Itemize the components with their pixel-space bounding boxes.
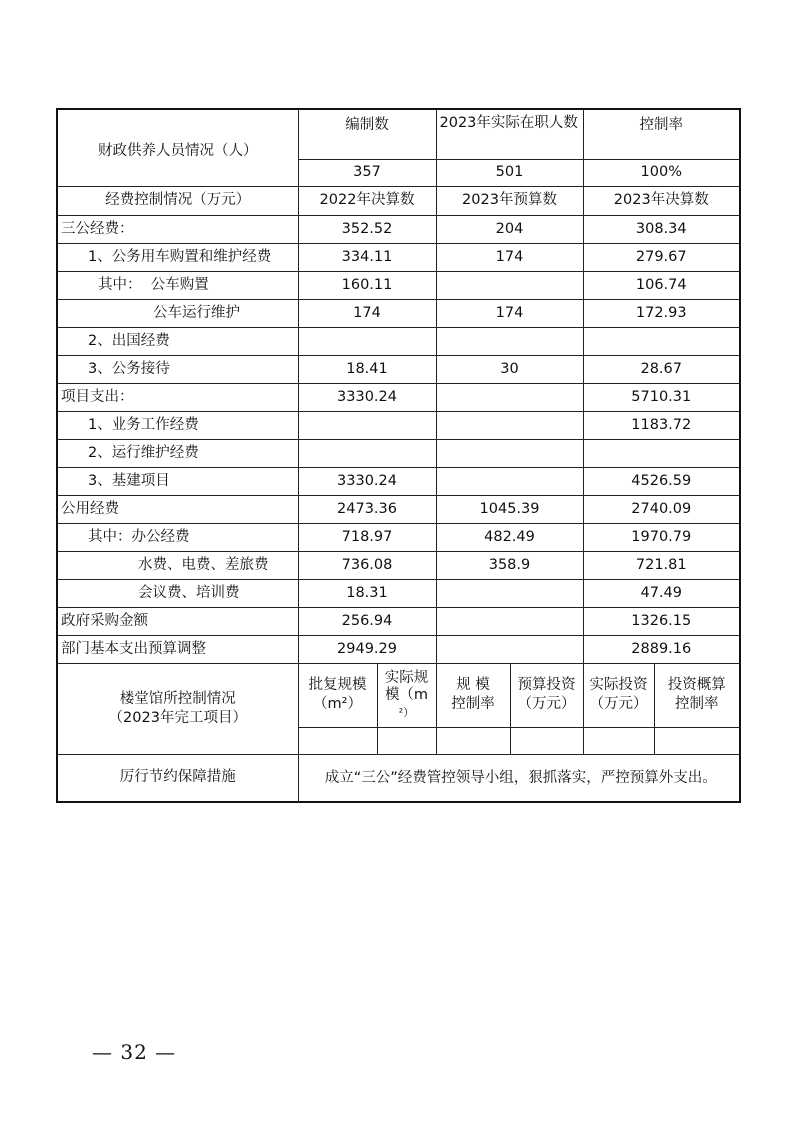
header-line: 控制率 — [675, 696, 719, 712]
table-row — [57, 215, 740, 243]
building-header-approved-size — [298, 663, 377, 727]
row-label: 3、公务接待 — [57, 355, 298, 383]
budget-control-table — [56, 108, 741, 803]
row-label: 其中：办公经费 — [57, 523, 298, 551]
row-label: 水费、电费、差旅费 — [57, 551, 298, 579]
expense-header-2023-final: 2023年决算数 — [583, 186, 740, 215]
row-value-2023-budget: 358.9 — [436, 551, 583, 579]
table-row — [57, 271, 740, 299]
table-row — [57, 243, 740, 271]
staff-value-quota: 357 — [298, 159, 436, 186]
row-value-2023-final: 721.81 — [583, 551, 740, 579]
table-row — [57, 355, 740, 383]
row-value-2023-budget: 30 — [436, 355, 583, 383]
row-label: 1、业务工作经费 — [57, 411, 298, 439]
table-row — [57, 551, 740, 579]
row-value-2023-final: 5710.31 — [583, 383, 740, 411]
row-value-2023-final: 2740.09 — [583, 495, 740, 523]
staff-label: 财政供养人员情况（人） — [57, 109, 298, 186]
measures-label: 厉行节约保障措施 — [57, 754, 298, 802]
header-line: 预算投资 — [517, 677, 576, 693]
row-value-2022: 18.31 — [298, 579, 436, 607]
row-value-2023-budget — [436, 327, 583, 355]
row-value-2023-budget — [436, 579, 583, 607]
row-label: 1、公务用车购置和维护经费 — [57, 243, 298, 271]
row-value-2023-final — [583, 327, 740, 355]
row-value-2023-budget: 174 — [436, 243, 583, 271]
building-header-budget-investment — [510, 663, 583, 727]
header-line: 规 模 — [456, 677, 490, 693]
building-label — [57, 663, 298, 754]
row-value-2023-budget — [436, 271, 583, 299]
building-value-cell — [583, 727, 654, 754]
header-line: （万元） — [517, 696, 576, 712]
row-value-2022: 352.52 — [298, 215, 436, 243]
staff-header-actual: 2023年实际在职人数 — [436, 109, 583, 159]
header-line: 实际规 — [384, 669, 429, 686]
row-value-2023-budget — [436, 467, 583, 495]
building-label-line2: （2023年完工项目） — [108, 709, 247, 726]
row-value-2023-final: 28.67 — [583, 355, 740, 383]
row-value-2023-budget — [436, 411, 583, 439]
row-value-2022: 2473.36 — [298, 495, 436, 523]
row-label: 政府采购金额 — [57, 607, 298, 635]
row-label: 公车运行维护 — [57, 299, 298, 327]
row-label: 三公经费： — [57, 215, 298, 243]
building-header-actual-investment — [583, 663, 654, 727]
row-value-2022 — [298, 327, 436, 355]
page-number: — 32 — — [92, 1040, 177, 1064]
header-line: 批复规模 — [308, 677, 367, 693]
measures-text: 成立“三公”经费管控领导小组，狠抓落实，严控预算外支出。 — [298, 754, 740, 802]
building-value-cell — [298, 727, 377, 754]
row-value-2023-budget — [436, 383, 583, 411]
building-label-line1: 楼堂馆所控制情况 — [119, 690, 236, 707]
table-row — [57, 411, 740, 439]
table-row — [57, 495, 740, 523]
table-row — [57, 607, 740, 635]
row-value-2022: 174 — [298, 299, 436, 327]
header-line: （m²） — [313, 696, 362, 712]
table-row — [57, 579, 740, 607]
header-line: 实际投资 — [589, 677, 648, 693]
row-label: 2、运行维护经费 — [57, 439, 298, 467]
header-line: ²） — [398, 705, 415, 719]
row-value-2022: 3330.24 — [298, 383, 436, 411]
staff-header-rate: 控制率 — [583, 109, 740, 159]
row-label: 其中： 公车购置 — [57, 271, 298, 299]
header-line: 模（m — [384, 686, 429, 703]
table-row — [57, 439, 740, 467]
row-value-2022: 718.97 — [298, 523, 436, 551]
row-value-2022: 334.11 — [298, 243, 436, 271]
row-value-2023-budget: 482.49 — [436, 523, 583, 551]
row-value-2023-budget — [436, 439, 583, 467]
row-value-2023-budget: 1045.39 — [436, 495, 583, 523]
table-row — [57, 383, 740, 411]
header-line: 控制率 — [451, 696, 495, 712]
row-value-2023-budget: 174 — [436, 299, 583, 327]
building-header-size-rate — [436, 663, 510, 727]
row-value-2023-final: 2889.16 — [583, 635, 740, 663]
staff-value-actual: 501 — [436, 159, 583, 186]
row-value-2023-final: 4526.59 — [583, 467, 740, 495]
row-value-2023-final — [583, 439, 740, 467]
row-value-2022 — [298, 411, 436, 439]
row-label: 会议费、培训费 — [57, 579, 298, 607]
row-label: 项目支出： — [57, 383, 298, 411]
building-value-cell — [510, 727, 583, 754]
row-label: 2、出国经费 — [57, 327, 298, 355]
staff-header-quota: 编制数 — [298, 109, 436, 159]
building-value-cell — [377, 727, 436, 754]
row-value-2023-budget: 204 — [436, 215, 583, 243]
table-row — [57, 523, 740, 551]
building-header-investment-rate — [654, 663, 740, 727]
row-value-2023-final: 279.67 — [583, 243, 740, 271]
building-value-cell — [436, 727, 510, 754]
row-label: 部门基本支出预算调整 — [57, 635, 298, 663]
row-label: 公用经费 — [57, 495, 298, 523]
table-row — [57, 635, 740, 663]
row-value-2022: 2949.29 — [298, 635, 436, 663]
table-row — [57, 467, 740, 495]
staff-value-rate: 100% — [583, 159, 740, 186]
row-value-2022: 736.08 — [298, 551, 436, 579]
row-value-2023-final: 308.34 — [583, 215, 740, 243]
row-value-2023-final: 47.49 — [583, 579, 740, 607]
expense-header-2022-final: 2022年决算数 — [298, 186, 436, 215]
row-value-2022 — [298, 439, 436, 467]
building-header-actual-size — [377, 663, 436, 727]
row-value-2022: 18.41 — [298, 355, 436, 383]
row-value-2022: 256.94 — [298, 607, 436, 635]
row-value-2023-final: 172.93 — [583, 299, 740, 327]
table-row — [57, 327, 740, 355]
header-line: （万元） — [589, 696, 648, 712]
row-value-2023-budget — [436, 607, 583, 635]
row-value-2023-final: 106.74 — [583, 271, 740, 299]
row-label: 3、基建项目 — [57, 467, 298, 495]
row-value-2023-budget — [436, 635, 583, 663]
expense-header-2023-budget: 2023年预算数 — [436, 186, 583, 215]
row-value-2023-final: 1183.72 — [583, 411, 740, 439]
building-value-cell — [654, 727, 740, 754]
row-value-2023-final: 1326.15 — [583, 607, 740, 635]
row-value-2022: 3330.24 — [298, 467, 436, 495]
table-row — [57, 299, 740, 327]
expense-label: 经费控制情况（万元） — [57, 186, 298, 215]
row-value-2022: 160.11 — [298, 271, 436, 299]
header-line: 投资概算 — [667, 677, 726, 693]
row-value-2023-final: 1970.79 — [583, 523, 740, 551]
